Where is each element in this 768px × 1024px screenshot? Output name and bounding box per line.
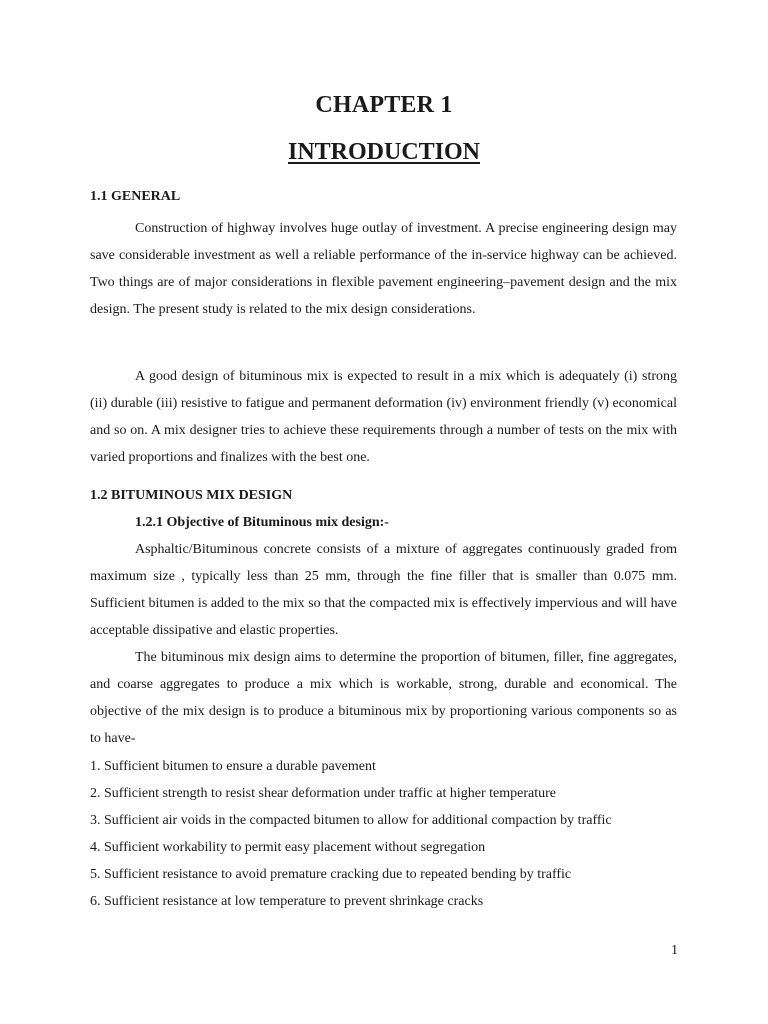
- paragraph-general-2: A good design of bituminous mix is expected to result in a mix which is adequately (i) strong (ii) durable (iii) resistive to fatigue and permanent deformation (iv) environment friendly (v) economical and so on. A mix designer tries to achieve these requirements through a number of tests on the mix with varied proportions and finalizes with the best one.: [90, 369, 677, 465]
- chapter-label: CHAPTER 1: [315, 92, 453, 118]
- chapter-title-text: INTRODUCTION: [287, 139, 481, 165]
- list-item: 1. Sufficient bitumen to ensure a durable pavement: [90, 759, 376, 774]
- list-item: 2. Sufficient strength to resist shear deformation under traffic at higher temperature: [90, 786, 556, 801]
- chapter-title: [0, 139, 768, 166]
- subsection-heading-objective: 1.2.1 Objective of Bituminous mix design:-: [135, 515, 389, 530]
- paragraph-general-1: Construction of highway involves huge outlay of investment. A precise engineering design may save considerable investment as well a reliable performance of the in-service highway can be achieved. Two things are of major considerations in flexible pavement engineering–pavement design and the mix design. The present study is related to the mix design considerations.: [90, 221, 677, 317]
- list-item: 6. Sufficient resistance at low temperature to prevent shrinkage cracks: [90, 894, 484, 909]
- list-item: 4. Sufficient workability to permit easy placement without segregation: [90, 840, 486, 855]
- page-number: 1: [671, 943, 678, 958]
- list-item: 3. Sufficient air voids in the compacted bitumen to allow for additional compaction by traffic: [90, 813, 612, 828]
- paragraph-mix-design-1: Asphaltic/Bituminous concrete consists of a mixture of aggregates continuously graded from maximum size , typically less than 25 mm, through the fine filler that is smaller than 0.075 mm. Sufficient bitumen is added to the mix so that the compacted mix is effectively impervious and will have acceptable dissipative and elastic properties.: [90, 542, 677, 638]
- section-heading-mix-design: 1.2 BITUMINOUS MIX DESIGN: [90, 488, 293, 503]
- section-heading-general: 1.1 GENERAL: [90, 189, 181, 204]
- objectives-list: [90, 753, 680, 915]
- list-item: 5. Sufficient resistance to avoid premature cracking due to repeated bending by traffic: [90, 867, 572, 882]
- paragraph-mix-design-2: The bituminous mix design aims to determine the proportion of bitumen, filler, fine aggregates, and coarse aggregates to produce a mix which is workable, strong, durable and economical. The objective of the mix design is to produce a bituminous mix by proportioning various components so as to have-: [90, 650, 677, 746]
